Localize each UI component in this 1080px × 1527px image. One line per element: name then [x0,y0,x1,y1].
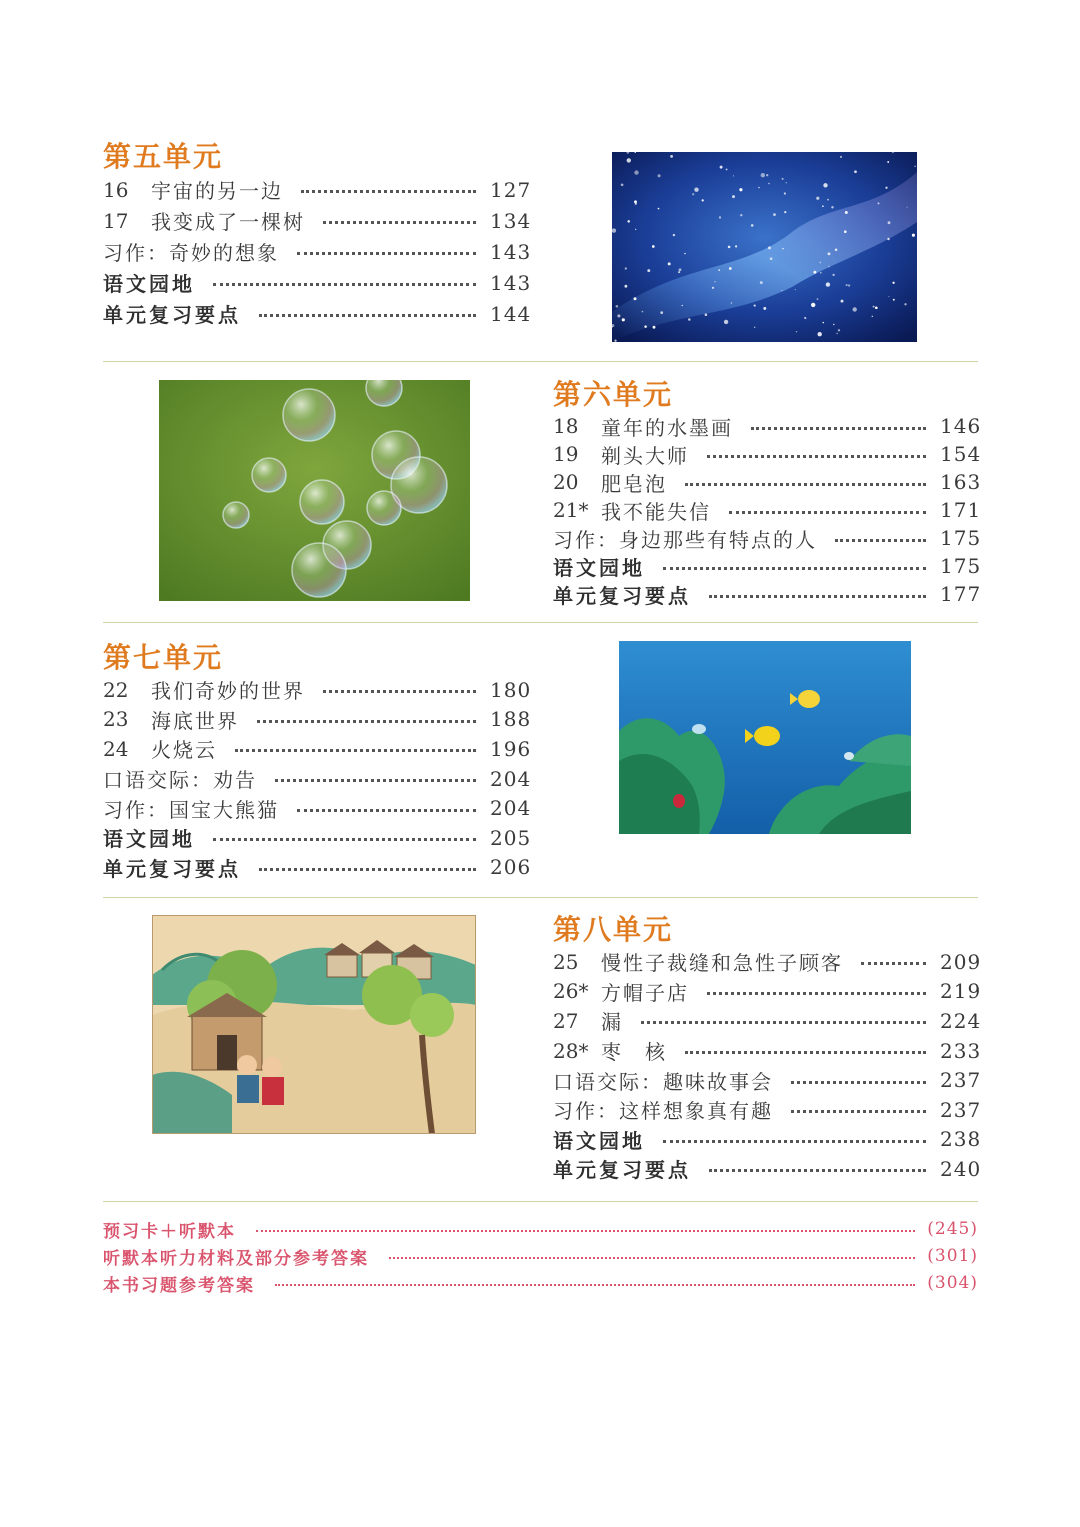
star [647,269,650,272]
star [885,187,887,189]
star [817,298,819,300]
star [763,307,766,310]
toc-entry[interactable] [553,580,982,608]
star [729,267,732,270]
page-number: 238 [940,1127,982,1152]
dot-leader [389,1257,915,1259]
separator [103,897,978,898]
star [804,317,806,319]
star [906,207,907,208]
lesson-number: 20 [553,470,579,494]
star [887,161,889,163]
entry-title: 语文园地 [103,827,195,852]
toc-entry[interactable] [103,675,532,705]
star [823,322,824,323]
entry-title: 口语交际：趣味故事会 [553,1069,773,1094]
star [773,213,776,216]
star [718,269,720,271]
dot-leader [709,595,926,598]
toc-entry[interactable] [103,853,532,883]
entry-title: 火烧云 [151,738,217,763]
page-number: 219 [940,979,982,1004]
star [853,307,857,311]
dot-leader [861,962,926,965]
entry-title: 我不能失信 [601,499,711,524]
appendix-page: (301) [927,1246,978,1266]
toc-entry[interactable] [103,205,532,236]
toc-entry[interactable] [553,947,982,977]
page-number: 163 [940,470,982,494]
toc-entry[interactable] [553,1036,982,1066]
appendix-title: 听默本听力材料及部分参考答案 [103,1248,369,1269]
star [634,200,637,203]
lesson-number: 21* [553,498,589,522]
star [673,234,675,236]
lesson-number: 17 [103,208,129,233]
toc-entry[interactable] [103,236,532,267]
star [820,272,822,274]
toc-entry[interactable] [553,412,982,440]
toc-entry[interactable] [553,1095,982,1125]
star [733,175,734,176]
star [823,183,827,187]
unit-5 [103,140,532,329]
toc-entry[interactable] [103,705,532,735]
star [694,188,698,192]
page-number: 127 [490,177,532,202]
lesson-number: 26* [553,979,589,1004]
star [621,183,624,186]
dot-leader [235,749,476,752]
entry-title: 单元复习要点 [553,1158,691,1183]
unit-rows [103,675,532,882]
lesson-number: 22 [103,677,129,702]
lesson-number: 23 [103,707,129,732]
star [625,267,627,269]
entry-title: 口语交际：劝告 [103,768,257,793]
page-number: 233 [940,1038,982,1063]
star [887,238,889,240]
dot-leader [791,1110,926,1113]
star [682,305,683,306]
star [739,188,742,191]
lesson-number: 16 [103,177,129,202]
undersea-coral-svg [619,641,911,834]
star [822,205,824,207]
star [702,199,704,201]
toc-entry[interactable] [103,298,532,329]
entry-title: 海底世界 [151,708,239,733]
dot-leader [791,1081,926,1084]
star [768,246,771,249]
entry-title: 宇宙的另一边 [151,179,283,203]
star [770,257,773,260]
toc-entry[interactable] [553,468,982,496]
appendix-title: 预习卡＋听默本 [103,1221,236,1242]
star [784,211,786,213]
star [854,170,857,173]
entry-title: 童年的水墨画 [601,415,733,440]
dot-leader [256,1230,915,1232]
dot-leader [835,539,926,542]
star [679,268,682,271]
star [878,202,880,204]
star [833,274,835,276]
page-number: 205 [490,825,532,850]
star [892,282,894,284]
star [720,166,723,169]
star [658,174,661,177]
dot-leader [323,690,476,693]
dot-leader [257,720,476,723]
appendix-entry[interactable] [103,1270,978,1296]
star [684,253,685,254]
star [827,199,829,201]
star [627,220,629,222]
star [678,271,680,273]
star [624,285,627,288]
star [818,332,822,336]
star [627,158,631,162]
star [731,302,732,303]
star [633,297,636,300]
star [836,333,837,334]
unit-8 [553,913,982,1184]
star [781,290,782,291]
star [912,234,915,237]
dot-leader [275,779,476,782]
village-illustration-image [152,915,476,1134]
dot-leader [709,1169,926,1172]
appendix-title: 本书习题参考答案 [103,1275,255,1296]
star [888,221,891,224]
entry-title: 语文园地 [553,1128,645,1153]
dot-leader [707,455,926,458]
unit-title: 第五单元 [103,140,224,173]
page-number: 206 [490,855,532,880]
page-number: 146 [940,414,982,438]
unit-rows [553,947,982,1184]
star [872,316,873,317]
star [692,193,694,195]
soap-bubbles-svg [159,380,470,601]
star [840,156,842,158]
star [760,281,763,284]
unit-title: 第七单元 [103,641,224,674]
village-illustration-svg [152,915,476,1134]
page-number: 237 [940,1068,982,1093]
star [652,245,655,248]
page-number: 180 [490,677,532,702]
star [726,168,728,170]
entry-title: 习作：奇妙的想象 [103,241,279,265]
toc-entry[interactable] [103,823,532,853]
star [816,197,819,200]
dot-leader [323,221,476,224]
star [754,327,755,328]
dot-leader [663,567,926,570]
star [828,266,829,267]
star [844,230,847,233]
lesson-number: 24 [103,736,129,761]
page-number: 177 [940,582,982,606]
entry-title: 枣 核 [601,1040,667,1065]
toc-entry[interactable] [553,496,982,524]
dot-leader [259,868,476,871]
star [784,192,786,194]
star [653,326,656,329]
dot-leader [685,483,926,486]
appendix-entry[interactable] [103,1243,978,1269]
lesson-number: 28* [553,1038,589,1063]
page-number: 196 [490,736,532,761]
page-number: 224 [940,1008,982,1033]
page-number: 144 [490,301,532,326]
star [668,262,671,265]
entry-title: 我变成了一棵树 [151,210,305,234]
dot-leader [751,427,926,430]
dot-leader [213,838,476,841]
entry-title: 单元复习要点 [103,303,241,327]
entry-title: 我们奇妙的世界 [151,679,305,704]
star [848,284,850,286]
star [740,214,742,216]
star [758,187,759,188]
entry-title: 剃头大师 [601,443,689,468]
star [786,182,787,183]
star [660,311,663,314]
star [841,300,844,303]
dot-leader [729,511,926,514]
separator [103,361,978,362]
separator [103,1201,978,1202]
dot-leader [301,190,476,193]
entry-title: 单元复习要点 [553,583,691,608]
lesson-number: 27 [553,1008,579,1033]
toc-entry[interactable] [553,1006,982,1036]
entry-title: 习作：这样想象真有趣 [553,1099,773,1124]
star [712,287,714,289]
star [658,208,660,210]
star [888,296,889,297]
page-number: 143 [490,239,532,264]
entry-title: 语文园地 [103,272,195,296]
star [768,183,770,185]
toc-entry[interactable] [553,977,982,1007]
entry-title: 单元复习要点 [103,856,241,881]
dot-leader [707,992,926,995]
toc-entry[interactable] [553,1125,982,1155]
star [670,155,673,158]
page-number: 209 [940,949,982,974]
entry-title: 习作：国宝大熊猫 [103,797,279,822]
dot-leader [297,809,476,812]
unit-6 [553,378,982,608]
dot-leader [641,1021,926,1024]
toc-entry[interactable] [553,552,982,580]
toc-entry[interactable] [103,793,532,823]
star [714,281,715,282]
appendix-page: (245) [927,1219,978,1239]
entry-title: 方帽子店 [601,980,689,1005]
star [617,314,620,317]
unit-title: 第八单元 [553,913,674,946]
star [754,305,756,307]
toc-entry[interactable] [103,764,532,794]
star [622,318,625,321]
toc-entry[interactable] [553,440,982,468]
unit-7 [103,641,532,882]
page-number: 143 [490,270,532,295]
star [914,165,916,167]
star [819,262,821,264]
star [766,174,768,176]
star [719,216,721,218]
starry-sky-svg [612,152,917,342]
star [614,339,616,341]
page-number: 188 [490,707,532,732]
toc-entry[interactable] [103,267,532,298]
star [873,306,875,308]
star [728,246,731,249]
entry-title: 肥皂泡 [601,471,667,496]
star [831,206,833,208]
unit-rows [103,174,532,329]
lesson-number: 25 [553,949,579,974]
star [828,252,831,255]
star [893,299,895,301]
entry-title: 习作：身边那些有特点的人 [553,527,817,552]
star [732,195,735,198]
page-number: 204 [490,766,532,791]
star [724,320,728,324]
star [782,178,784,180]
star [795,289,796,290]
dot-leader [685,1051,926,1054]
star [751,224,754,227]
dot-leader [297,252,476,255]
page-number: 134 [490,208,532,233]
entry-title: 语文园地 [553,555,645,580]
appendix-entry[interactable] [103,1216,978,1242]
star [813,271,816,274]
star [845,211,848,214]
starry-sky-image [612,152,917,342]
star [688,318,691,321]
entry-title: 慢性子裁缝和急性子顾客 [601,951,843,976]
star [616,305,619,308]
page-number: 171 [940,498,982,522]
star [826,282,830,286]
unit-title: 第六单元 [553,378,674,411]
toc-entry[interactable] [103,174,532,205]
lesson-number: 19 [553,442,579,466]
star [705,313,708,316]
star [761,173,765,177]
page-number: 154 [940,442,982,466]
dot-leader [259,314,476,317]
star [782,248,783,249]
star [635,229,636,230]
lesson-number: 18 [553,414,579,438]
star [835,249,838,252]
toc-entry[interactable] [553,1154,982,1184]
page-number: 175 [940,554,982,578]
entry-title: 漏 [601,1010,623,1035]
dot-leader [213,283,476,286]
dot-leader [663,1140,926,1143]
star [735,245,737,247]
toc-entry[interactable] [103,734,532,764]
star [846,284,848,286]
star [838,329,840,331]
page-number: 237 [940,1097,982,1122]
star [644,325,647,328]
soap-bubbles-image [159,380,470,601]
star [875,306,878,309]
star [642,311,644,313]
star [634,170,638,174]
star [833,324,834,325]
toc-entry[interactable] [553,1065,982,1095]
star [904,303,906,305]
undersea-coral-image [619,641,911,834]
page-number: 240 [940,1156,982,1181]
page-number: 175 [940,526,982,550]
page-number: 204 [490,796,532,821]
star [811,303,815,307]
dot-leader [275,1284,915,1286]
toc-entry[interactable] [553,524,982,552]
star [796,331,797,332]
appendix-page: (304) [927,1273,978,1293]
unit-rows [553,412,982,608]
separator [103,622,978,623]
